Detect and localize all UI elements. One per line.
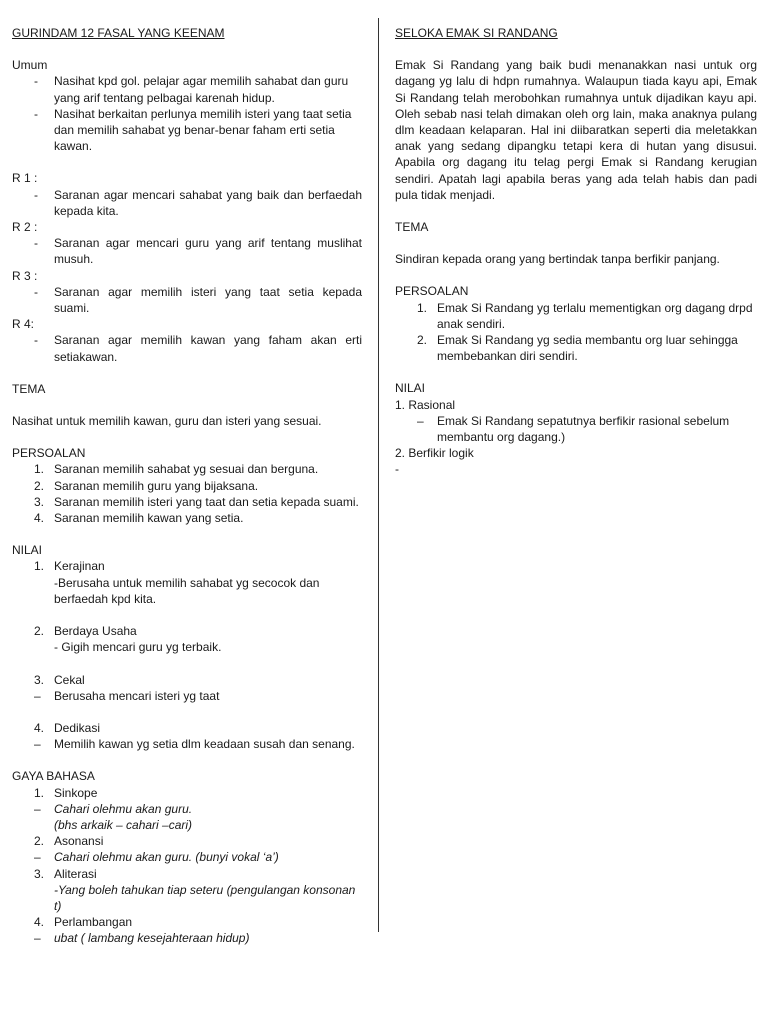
nilai-2-text: - Gigih mencari guru yg terbaik. — [54, 640, 222, 655]
r1-label: R 1 : — [12, 171, 38, 186]
nilai-heading: NILAI — [12, 543, 43, 558]
list-item: - Saranan agar mencari guru yang arif tentang muslihat musuh. — [34, 236, 362, 267]
list-item: - Saranan agar memilih kawan yang faham akan erti setiakawan. — [34, 333, 362, 364]
gaya-bahasa-heading: GAYA BAHASA — [12, 769, 95, 784]
list-item: 2. Emak Si Randang yg sedia membantu org luar sehingga membebankan diri sendiri. — [417, 333, 738, 364]
umum-label: Umum — [12, 58, 48, 73]
list-item: 3. Cekal — [34, 672, 85, 687]
list-item: – Memilih kawan yg setia dlm keadaan susah dan senang. — [34, 737, 355, 752]
column-divider — [378, 18, 379, 932]
r4-label: R 4: — [12, 317, 35, 332]
list-item: – Berusaha mencari isteri yg taat — [34, 688, 220, 703]
list-item: 3. Aliterasi — [34, 866, 97, 881]
list-item: 1. Kerajinan — [34, 559, 105, 574]
gurindam-title: GURINDAM 12 FASAL YANG KEENAM — [12, 26, 225, 40]
list-item: 2. Berdaya Usaha — [34, 624, 137, 639]
list-item: – Cahari olehmu akan guru. (bunyi vokal ‘a’) — [34, 850, 279, 865]
right-column — [395, 25, 757, 478]
list-item: 3. Saranan memilih isteri yang taat dan setia kepada suami. — [34, 494, 359, 509]
seloka-title: SELOKA EMAK SI RANDANG — [395, 26, 558, 40]
list-item: - Nasihat kpd gol. pelajar agar memilih sahabat dan guru yang arif tentang pelbagai karenah hidup. — [34, 74, 349, 105]
r3-label: R 3 : — [12, 268, 38, 283]
list-item: 4. Saranan memilih kawan yang setia. — [34, 511, 244, 526]
r2-label: R 2 : — [12, 220, 38, 235]
nilai-heading: NILAI — [395, 381, 426, 396]
list-item: - Saranan agar memilih isteri yang taat setia kepada suami. — [34, 284, 362, 316]
seloka-paragraph: Emak Si Randang yang baik budi menanakkan nasi untuk org dagang yg lalu di hdpn rumahnya. Walaupun tiada kayu api, Emak Si Randang telah merobohkan rumahnya untuk dijadikan kayu api. Oleh sebab nasi telah dimakan oleh org lain, maka anaknya pulang dlm keadaan kelaparan. Hal ini diibaratkan seperti dia meletakkan anak yang sedang dipangku tetapi kera di hutan yang disusui. Apabila org dagang itu telag pergi Emak si Randang kerugian sendiri. Apatah lagi apabila beras yang ada telah habis dan padi pula tidak menjadi. — [395, 58, 757, 202]
list-item: – Emak Si Randang sepatutnya berfikir rasional sebelum membantu org dagang.) — [417, 413, 730, 445]
list-item: 1. Sinkope — [34, 785, 98, 800]
list-item: - Saranan agar mencari sahabat yang baik dan berfaedah kepada kita. — [34, 187, 362, 218]
tema-heading: TEMA — [12, 381, 46, 396]
gaya-1-note: (bhs arkaik – cahari –cari) — [54, 817, 193, 832]
tema-text: Nasihat untuk memilih kawan, guru dan isteri yang sesuai. — [12, 414, 322, 429]
list-item: 2. Asonansi — [34, 834, 104, 849]
tema-text: Sindiran kepada orang yang bertindak tanpa berfikir panjang. — [395, 252, 720, 267]
nilai-2-title: 2. Berfikir logik — [395, 446, 474, 461]
list-item: 1. Saranan memilih sahabat yg sesuai dan berguna. — [34, 462, 319, 477]
persoalan-heading: PERSOALAN — [12, 446, 86, 461]
list-item: 2. Saranan memilih guru yang bijaksana. — [34, 478, 259, 493]
tema-heading: TEMA — [395, 220, 429, 235]
list-item: 4. Perlambangan — [34, 915, 133, 930]
list-item: – ubat ( lambang kesejahteraan hidup) — [34, 931, 250, 946]
persoalan-heading: PERSOALAN — [395, 284, 469, 299]
gaya-3-text: -Yang boleh tahukan tiap seteru (pengulangan konsonan t) — [54, 882, 356, 913]
list-item: 1. Emak Si Randang yg terlalu mementigkan org dagang drpd anak sendiri. — [417, 300, 753, 331]
nilai-2-dash: - — [395, 462, 399, 477]
list-item: – Cahari olehmu akan guru. — [34, 801, 193, 816]
left-column — [12, 25, 362, 947]
nilai-1-text: -Berusaha untuk memilih sahabat yg secocok dan berfaedah kpd kita. — [54, 575, 320, 606]
nilai-1-title: 1. Rasional — [395, 397, 456, 412]
list-item: 4. Dedikasi — [34, 720, 101, 735]
list-item: - Nasihat berkaitan perlunya memilih isteri yang taat setia dan memilih sahabat yg benar-benar faham erti setia kawan. — [34, 106, 352, 154]
